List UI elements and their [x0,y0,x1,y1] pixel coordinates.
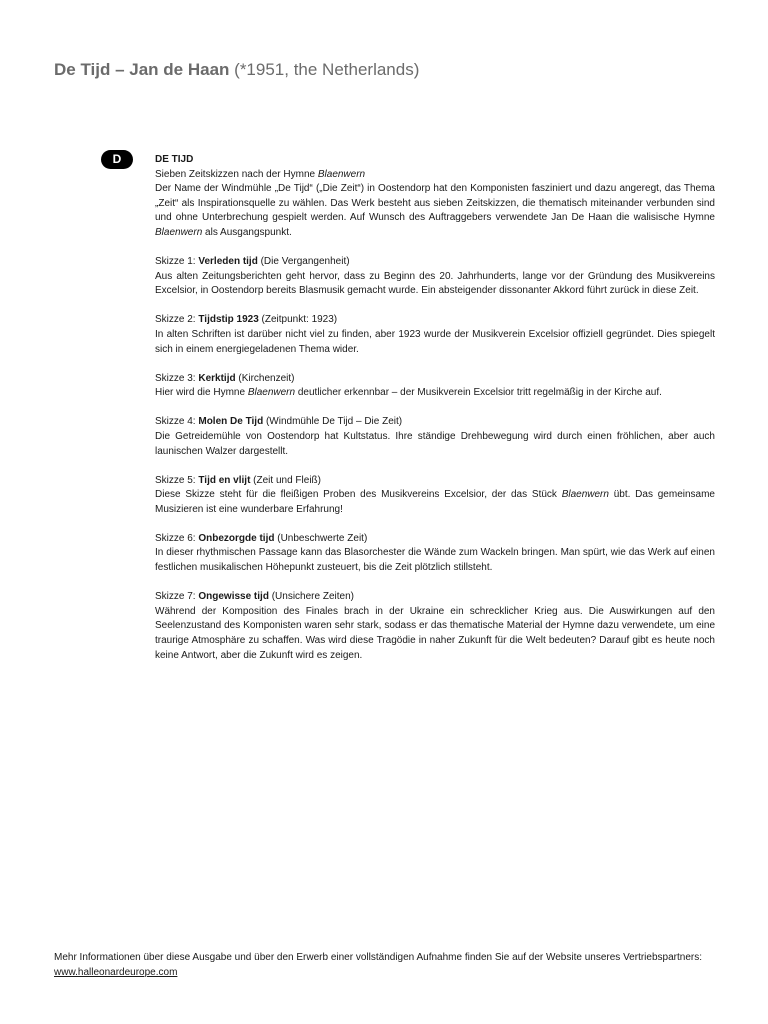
sketch-translation: (Zeitpunkt: 1923) [258,314,338,326]
sketch-heading [155,372,715,387]
sketch-text: In dieser rhythmischen Passage kann das Blasorchester die Wände zum Wackeln bringen. Man spürt, wie das Werk auf einen festlichen musikalischen Höhepunkt zusteuert, bis die Zeit plötzlich stillsteht. [155,547,715,574]
sketch-text [155,488,715,517]
page-title-subtitle: (*1951, the Netherlands) [234,60,420,79]
sketch-label: Skizze 5: [155,474,199,486]
sketch-title: Molen De Tijd [198,416,264,428]
page-title-main: De Tijd – Jan de Haan [54,60,230,79]
sketch-text: In alten Schriften ist darüber nicht viel zu finden, aber 1923 wurde der Musikverein Excelsior offiziell gegründet. Dies spiegelt sich in einem energiegeladenen Thema wider. [155,328,715,355]
sketch-title: Tijd en vlijt [198,474,251,486]
sketch-translation: (Zeit und Fleiß) [250,474,321,486]
article-subheading [155,168,715,183]
sketch-label: Skizze 4: [155,416,199,428]
sketch-text-hymn: Blaenwern [561,489,609,501]
language-badge: D [101,150,133,169]
sketch-6 [155,532,715,576]
sketch-heading [155,313,715,328]
sketch-heading [155,590,715,605]
sketch-3 [155,372,715,401]
sketch-label: Skizze 6: [155,532,199,544]
footer-text: Mehr Informationen über diese Ausgabe und über den Erwerb einer vollständigen Aufnahme finden Sie auf der Website unseres Vertriebspartners: [54,952,702,963]
intro-hymn: Blaenwern [155,226,203,238]
article-body [155,153,715,663]
sketch-title: Onbezorgde tijd [198,532,275,544]
page-title [54,60,419,80]
sketch-text: Aus alten Zeitungsberichten geht hervor, dass zu Beginn des 20. Jahrhunderts, lange vor der Gründung des Musikvereins Excelsior, in Oostendorp bereits Blasmusik gemacht wurde. Ein absteigender dissonanter Akkord führt zurück in diese Zeit. [155,270,715,297]
sketch-text: Die Getreidemühle von Oostendorp hat Kultstatus. Ihre ständige Drehbewegung wird durch einen fröhlichen, aber auch launischen Walzer dargestellt. [155,430,715,457]
sketch-text-start: Hier wird die Hymne [155,387,248,399]
sketch-text-hymn: Blaenwern [247,387,296,399]
sketch-label: Skizze 1: [155,256,199,268]
sketch-label: Skizze 3: [155,372,199,384]
intro-text: Der Name der Windmühle „De Tijd“ („Die Zeit“) in Oostendorp hat den Komponisten fasziniert und dazu angeregt, das Thema „Zeit“ als Inspirationsquelle zu wählen. Das Werk besteht aus sieben Zeitskizzen, die thematisch miteinander verbunden sind und ohne Unterbrechung gespielt werden. Auf Wunsch des Auftraggebers verwendete Jan De Haan die walisische Hymne [155,183,715,224]
sketch-heading [155,532,715,547]
sketch-label: Skizze 7: [155,591,199,603]
sketch-2 [155,313,715,357]
sketch-heading [155,255,715,270]
intro-paragraph [155,182,715,240]
sketch-text-end: deutlicher erkennbar – der Musikverein Excelsior tritt regelmäßig in der Kirche auf. [295,387,662,399]
sketch-title: Ongewisse tijd [198,591,269,603]
sketch-title: Verleden tijd [198,256,258,268]
subheading-hymn: Blaenwern [317,168,366,180]
sketch-translation: (Die Vergangenheit) [257,256,350,268]
sketch-title: Kerktijd [198,372,236,384]
sketch-text-start: Diese Skizze steht für die fleißigen Proben des Musikvereins Excelsior, der das Stück [155,489,562,501]
subheading-text: Sieben Zeitskizzen nach der Hymne [155,168,318,180]
sketch-text-end: übt. Das gemeinsame Musizieren ist eine wunderbare Erfahrung! [155,489,715,515]
sketch-title: Tijdstip 1923 [198,314,259,326]
sketch-translation: (Kirchenzeit) [235,372,295,384]
sketch-translation: (Windmühle De Tijd – Die Zeit) [263,416,403,428]
sketch-heading [155,474,715,489]
sketch-text [155,386,715,401]
intro-end: als Ausgangspunkt. [202,226,292,238]
footer [54,951,715,980]
sketch-1 [155,255,715,299]
sketch-translation: (Unbeschwerte Zeit) [274,532,368,544]
sketch-label: Skizze 2: [155,314,199,326]
sketch-text: Während der Komposition des Finales brach in der Ukraine ein schrecklicher Krieg aus. Die Auswirkungen auf den Seelenzustand des Komponisten waren sehr stark, sodass er das thematische Material der Hymne dazu verwendete, um eine traurige Atmosphäre zu schaffen. Was wird diese Tragödie in naher Zukunft für die Welt bedeuten? Darauf gibt es heute noch keine Antwort, aber die Zukunft wird es zeigen. [155,605,715,661]
sketch-7 [155,590,715,663]
sketch-5 [155,474,715,518]
sketch-translation: (Unsichere Zeiten) [268,591,354,603]
sketch-4 [155,415,715,459]
article-heading: DE TIJD [155,154,194,165]
distributor-link[interactable]: www.halleonardeurope.com [54,966,178,978]
sketch-heading [155,415,715,430]
